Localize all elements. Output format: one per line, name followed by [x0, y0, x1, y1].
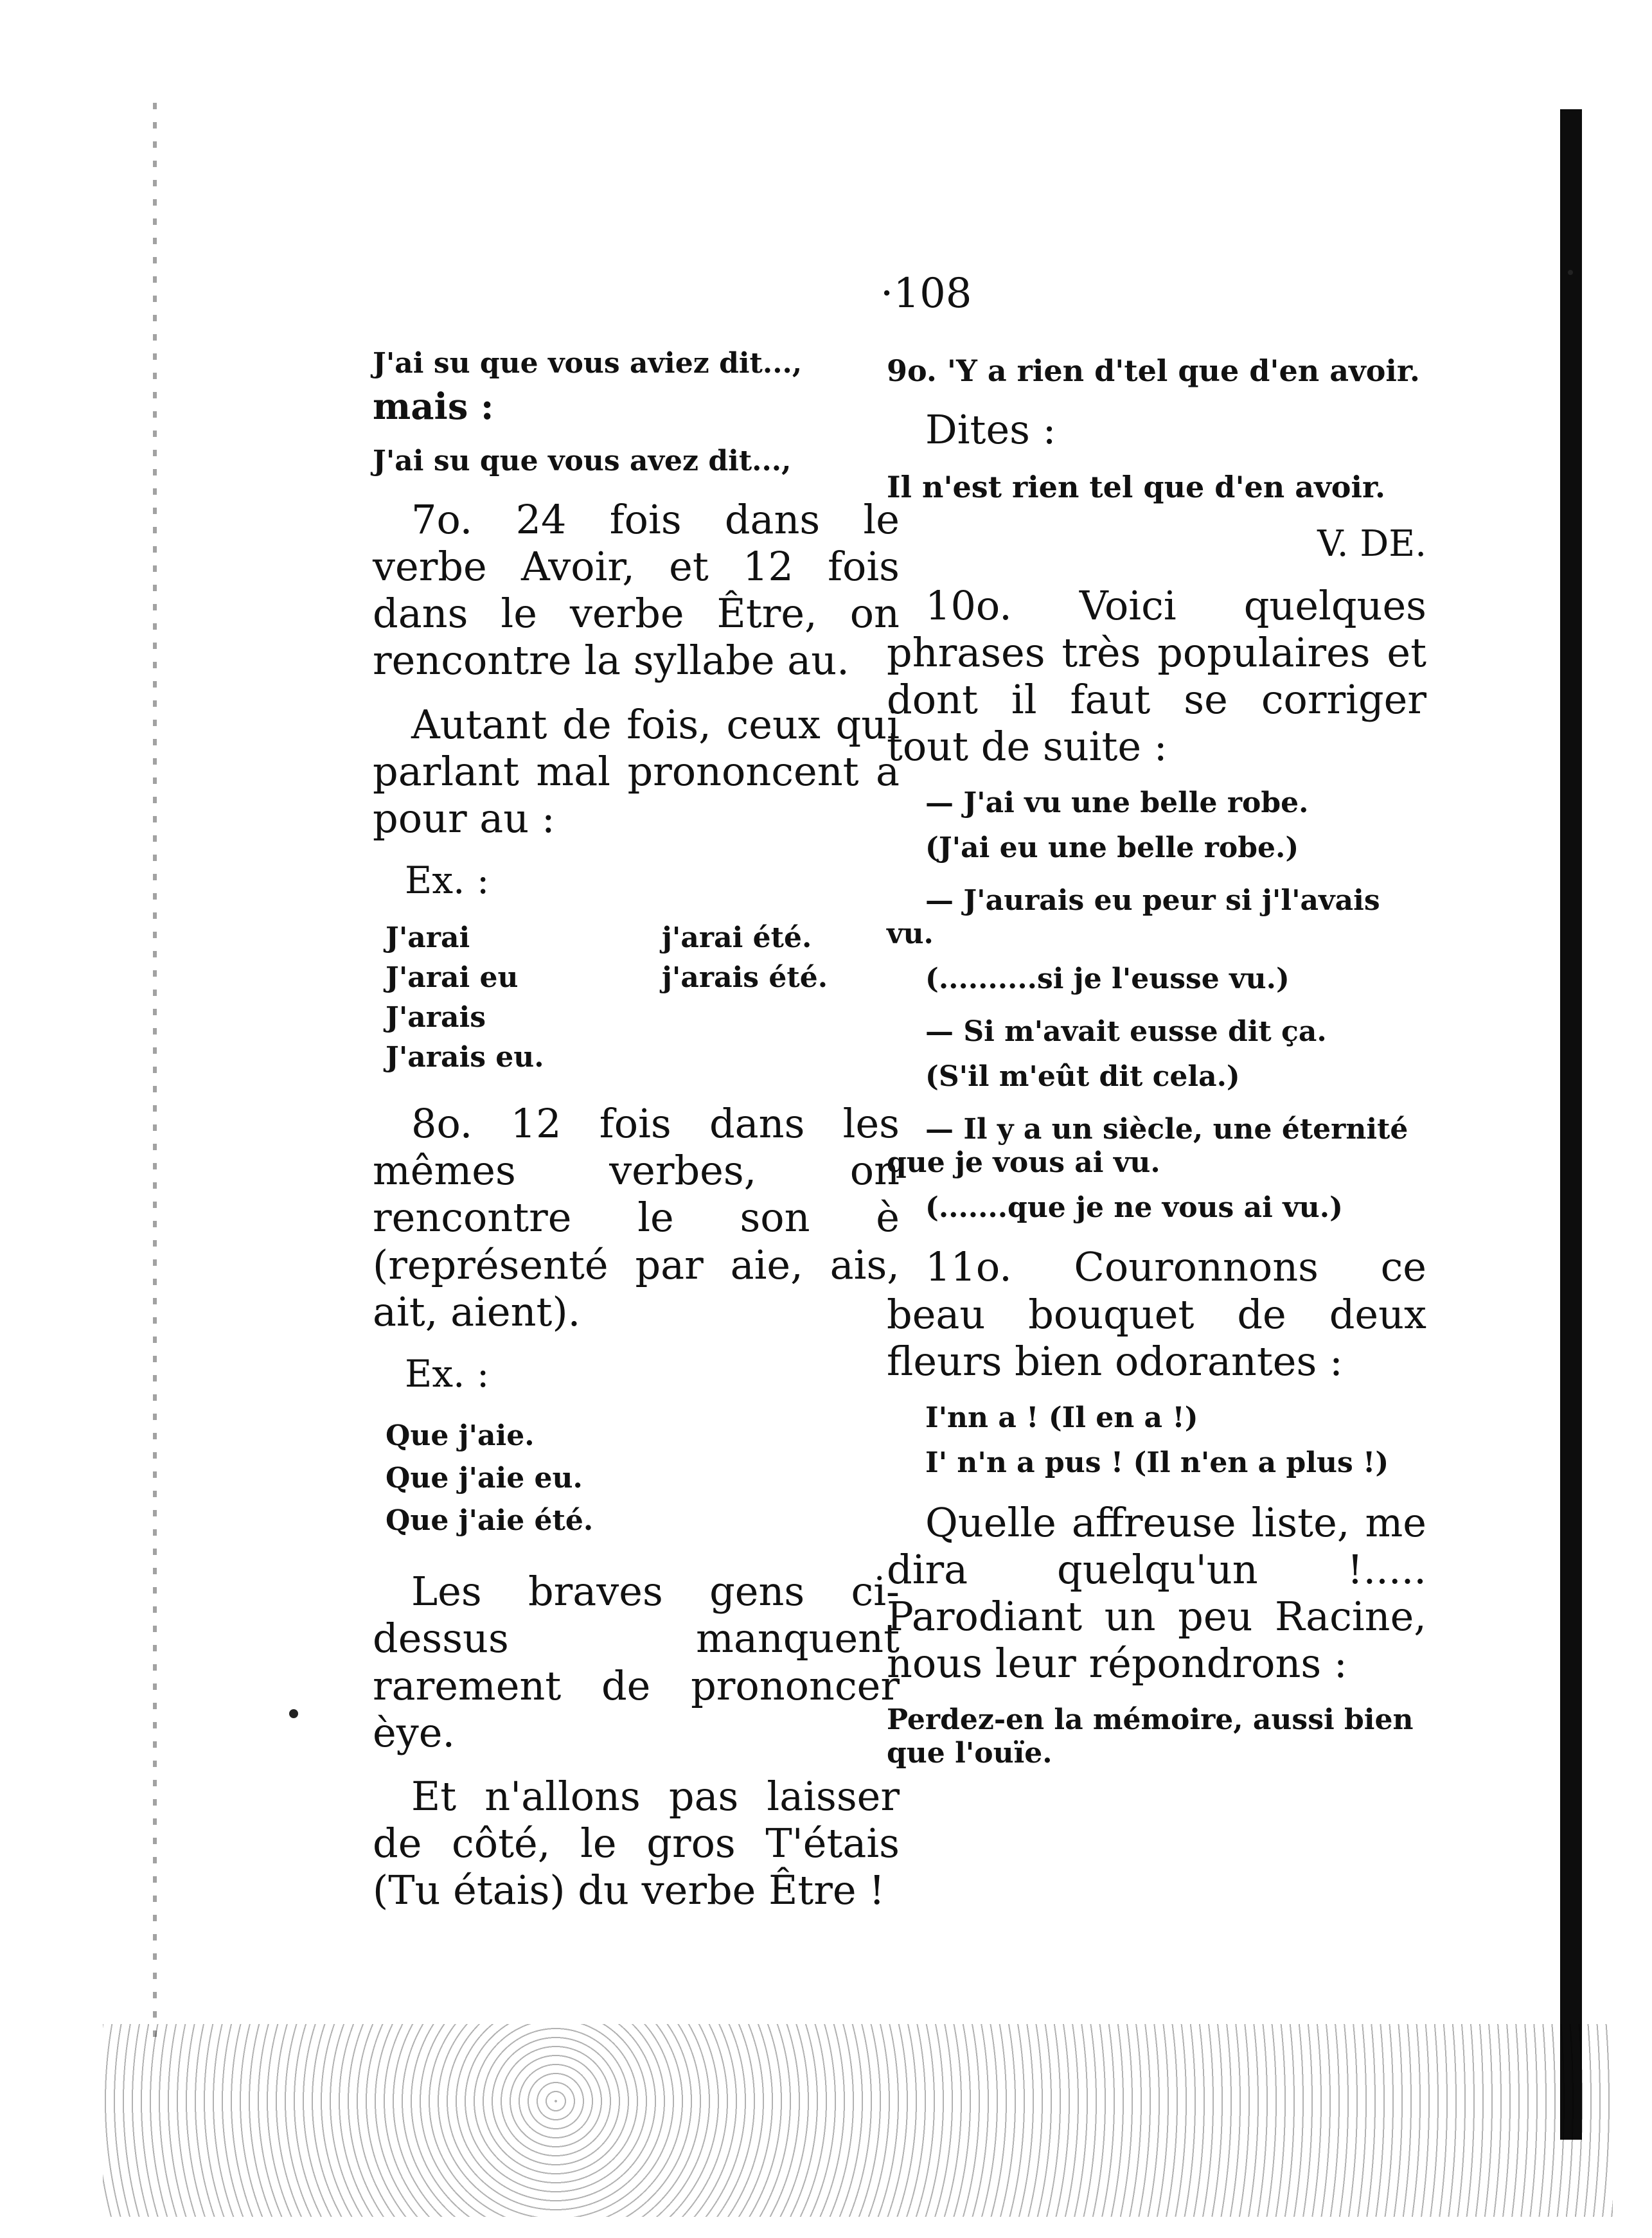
left-ex1: Ex. :: [405, 858, 490, 902]
conj-item: J'arais eu.: [386, 1041, 544, 1074]
speck: [289, 1709, 298, 1718]
right-p7: Quelle affreuse liste, me dira quelqu'un !..... Parodiant un peu Racine, nous leur répondrons :: [887, 1498, 1426, 1687]
conjugation-list: [386, 921, 900, 1074]
conj-item: J'arai: [386, 921, 470, 955]
conj-item: j'arais été.: [662, 961, 828, 995]
left-p3: J'ai su que vous avez dit...,: [373, 444, 792, 477]
left-p5: Autant de fois, ceux qui parlant mal prononcent a pour au :: [373, 700, 900, 842]
right-page-edge: [1560, 109, 1582, 2140]
right-p6: 11o. Couronnons ce beau bouquet de deux fleurs bien odorantes :: [887, 1243, 1426, 1385]
subj-item: Que j'aie.: [386, 1419, 535, 1453]
left-p7: Les braves gens ci-dessus manquent rarement de prononcer èye.: [373, 1568, 900, 1756]
left-column: [373, 347, 900, 1930]
right-p5: 10o. Voici quelques phrases très populaires et dont il faut se corriger tout de suite :: [887, 582, 1426, 770]
left-p2: mais :: [373, 385, 494, 428]
speck: [1568, 270, 1573, 275]
conj-item: J'arais: [386, 1001, 486, 1035]
flower-1: I'nn a ! (Il en a !): [925, 1401, 1198, 1434]
sentence-3-correction: (S'il m'eût dit cela.): [925, 1060, 1240, 1093]
sentence-1-correction: (J'ai eu une belle robe.): [925, 831, 1299, 865]
left-p1: J'ai su que vous aviez dit...,: [373, 347, 803, 380]
sentence-3: — Si m'avait eusse dit ça.: [925, 1015, 1327, 1048]
sentence-2-correction: (..........si je l'eusse vu.): [925, 963, 1290, 996]
right-p2: Dites :: [925, 406, 1056, 454]
right-p1: 9o. 'Y a rien d'tel que d'en avoir.: [887, 353, 1420, 388]
sentence-2: — J'aurais eu peur si j'l'avais vu.: [887, 884, 1380, 951]
page-number: ·108: [880, 270, 972, 317]
conj-item: j'arai été.: [662, 921, 812, 955]
left-p8: Et n'allons pas laisser de côté, le gros T'étais (Tu étais) du verbe Être !: [373, 1772, 900, 1914]
conj-item: [662, 1041, 919, 1074]
sentence-4: — Il y a un siècle, une éternité que je vous ai vu.: [887, 1112, 1408, 1179]
right-p4: V. DE.: [1317, 522, 1426, 565]
bottom-edge-noise: [103, 2024, 1613, 2217]
subj-item: Que j'aie été.: [386, 1504, 594, 1538]
flower-2: I' n'n a pus ! (Il n'en a plus !): [925, 1446, 1389, 1479]
sentence-1: — J'ai vu une belle robe.: [925, 786, 1309, 820]
conj-item: [662, 1001, 919, 1035]
right-p3: Il n'est rien tel que d'en avoir.: [887, 470, 1385, 505]
conj-item: J'arai eu: [386, 961, 519, 995]
right-p8: Perdez-en la mémoire, aussi bien que l'ouïe.: [887, 1703, 1414, 1770]
left-edge-noise: [153, 103, 157, 2043]
sentence-4-correction: (.......que je ne vous ai vu.): [925, 1191, 1343, 1224]
right-column: [887, 353, 1426, 1788]
subj-item: Que j'aie eu.: [386, 1462, 583, 1495]
subjunctive-list: [386, 1415, 900, 1542]
left-p4: 7o. 24 fois dans le verbe Avoir, et 12 fois dans le verbe Être, on rencontre la syllabe au.: [373, 495, 900, 684]
left-p6: 8o. 12 fois dans les mêmes verbes, on rencontre le son è (représenté par aie, ais, ait, aient).: [373, 1100, 900, 1335]
left-ex2: Ex. :: [405, 1351, 490, 1396]
